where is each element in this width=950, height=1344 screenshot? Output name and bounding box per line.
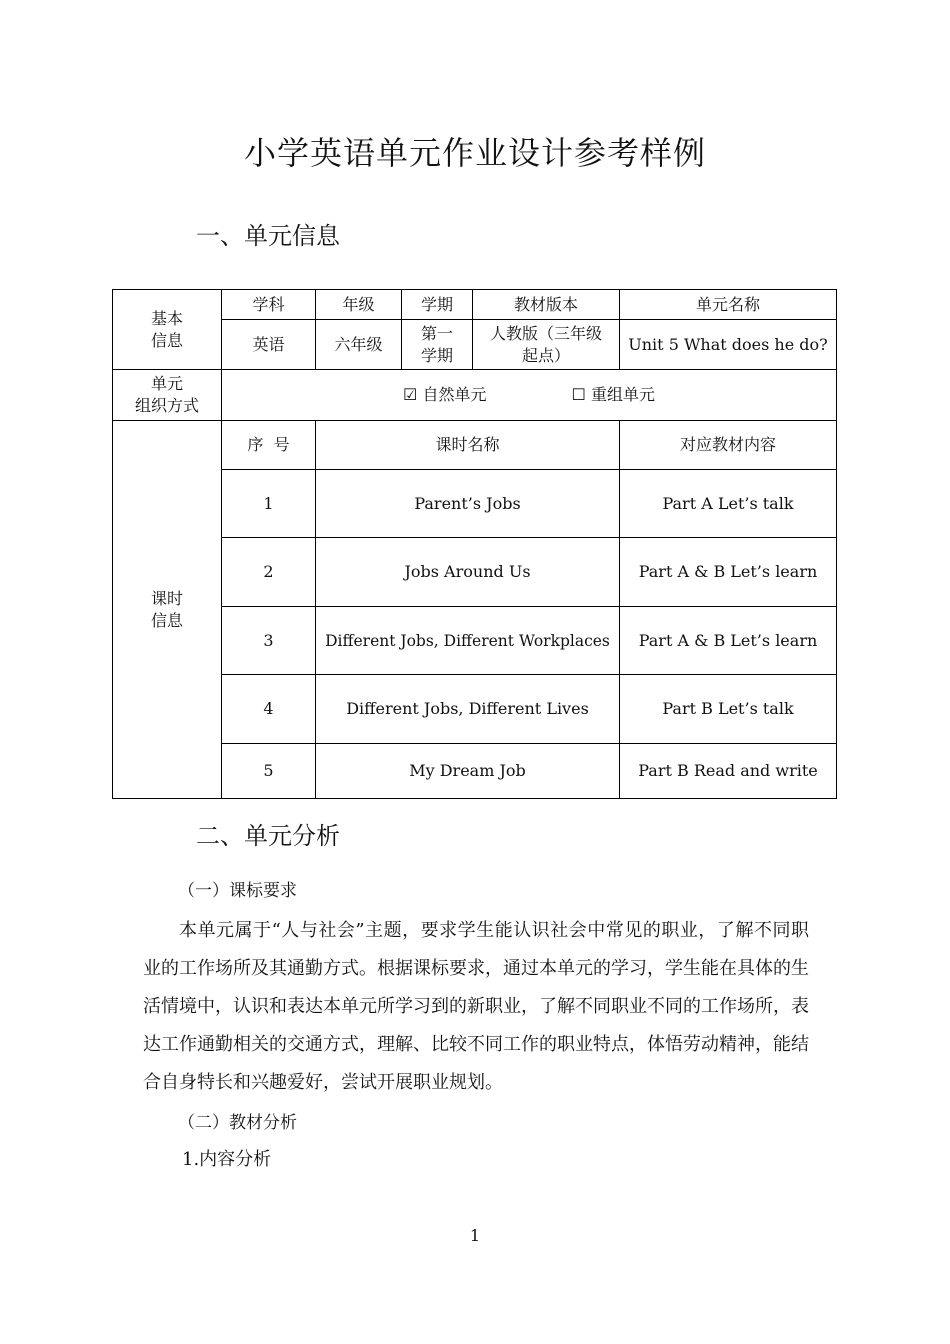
lesson-name: Parent’s Jobs xyxy=(316,470,620,538)
lesson-no: 2 xyxy=(222,538,316,607)
lesson-info-label: 课时 信息 xyxy=(113,421,222,799)
org-mode-options xyxy=(222,370,837,421)
org-mode-label: 单元 组织方式 xyxy=(113,370,222,421)
header-textbook: 教材版本 xyxy=(473,290,620,320)
lesson-no: 5 xyxy=(222,744,316,799)
table-row xyxy=(113,607,837,675)
subheading-textbook-analysis: （二）教材分析 xyxy=(178,1113,297,1133)
header-subject: 学科 xyxy=(222,290,316,320)
curriculum-paragraph: 本单元属于“人与社会”主题，要求学生能认识社会中常见的职业，了解不同职业的工作场所及其通勤方式。根据课标要求，通过本单元的学习，学生能在具体的生活情境中，认识和表达本单元所学习到的新职业，了解不同职业不同的工作场所，表达工作通勤相关的交通方式，理解、比较不同工作的职业特点，体悟劳动精神，能结合自身特长和兴趣爱好，尝试开展职业规划。 xyxy=(143,920,809,1093)
lesson-name: Different Jobs, Different Workplaces xyxy=(316,607,620,675)
lesson-content: Part B Read and write xyxy=(620,744,837,799)
document-title: 小学英语单元作业设计参考样例 xyxy=(243,134,706,172)
header-grade: 年级 xyxy=(316,290,402,320)
lesson-name: Different Jobs, Different Lives xyxy=(316,675,620,744)
table-row xyxy=(113,538,837,607)
natural-unit-checkbox[interactable]: ☑ 自然单元 xyxy=(403,385,487,404)
table-row xyxy=(113,470,837,538)
lesson-no: 4 xyxy=(222,675,316,744)
lesson-no: 3 xyxy=(222,607,316,675)
subheading-content-analysis: 1.内容分析 xyxy=(182,1149,272,1170)
value-term: 第一 学期 xyxy=(402,320,473,370)
value-unit-name: Unit 5 What does he do? xyxy=(620,320,837,370)
lesson-content: Part A & B Let’s learn xyxy=(620,538,837,607)
table-row xyxy=(113,675,837,744)
lesson-no: 1 xyxy=(222,470,316,538)
header-term: 学期 xyxy=(402,290,473,320)
regrouped-unit-checkbox[interactable]: ☐ 重组单元 xyxy=(571,385,655,404)
lesson-content: Part A Let’s talk xyxy=(620,470,837,538)
section-heading-unit-info: 一、单元信息 xyxy=(196,222,340,250)
page-number: 1 xyxy=(469,1226,481,1245)
header-lesson-no: 序 号 xyxy=(222,421,316,470)
value-subject: 英语 xyxy=(222,320,316,370)
value-grade: 六年级 xyxy=(316,320,402,370)
basic-info-label: 基本 信息 xyxy=(113,290,222,370)
unit-info-table xyxy=(112,289,837,799)
table-row xyxy=(113,744,837,799)
lesson-name: My Dream Job xyxy=(316,744,620,799)
lesson-content: Part B Let’s talk xyxy=(620,675,837,744)
header-unit-name: 单元名称 xyxy=(620,290,837,320)
section-heading-unit-analysis: 二、单元分析 xyxy=(196,822,340,850)
header-lesson-content: 对应教材内容 xyxy=(620,421,837,470)
lesson-name: Jobs Around Us xyxy=(316,538,620,607)
header-lesson-name: 课时名称 xyxy=(316,421,620,470)
lesson-content: Part A & B Let’s learn xyxy=(620,607,837,675)
subheading-curriculum: （一）课标要求 xyxy=(178,881,297,901)
value-textbook: 人教版（三年级 起点） xyxy=(473,320,620,370)
